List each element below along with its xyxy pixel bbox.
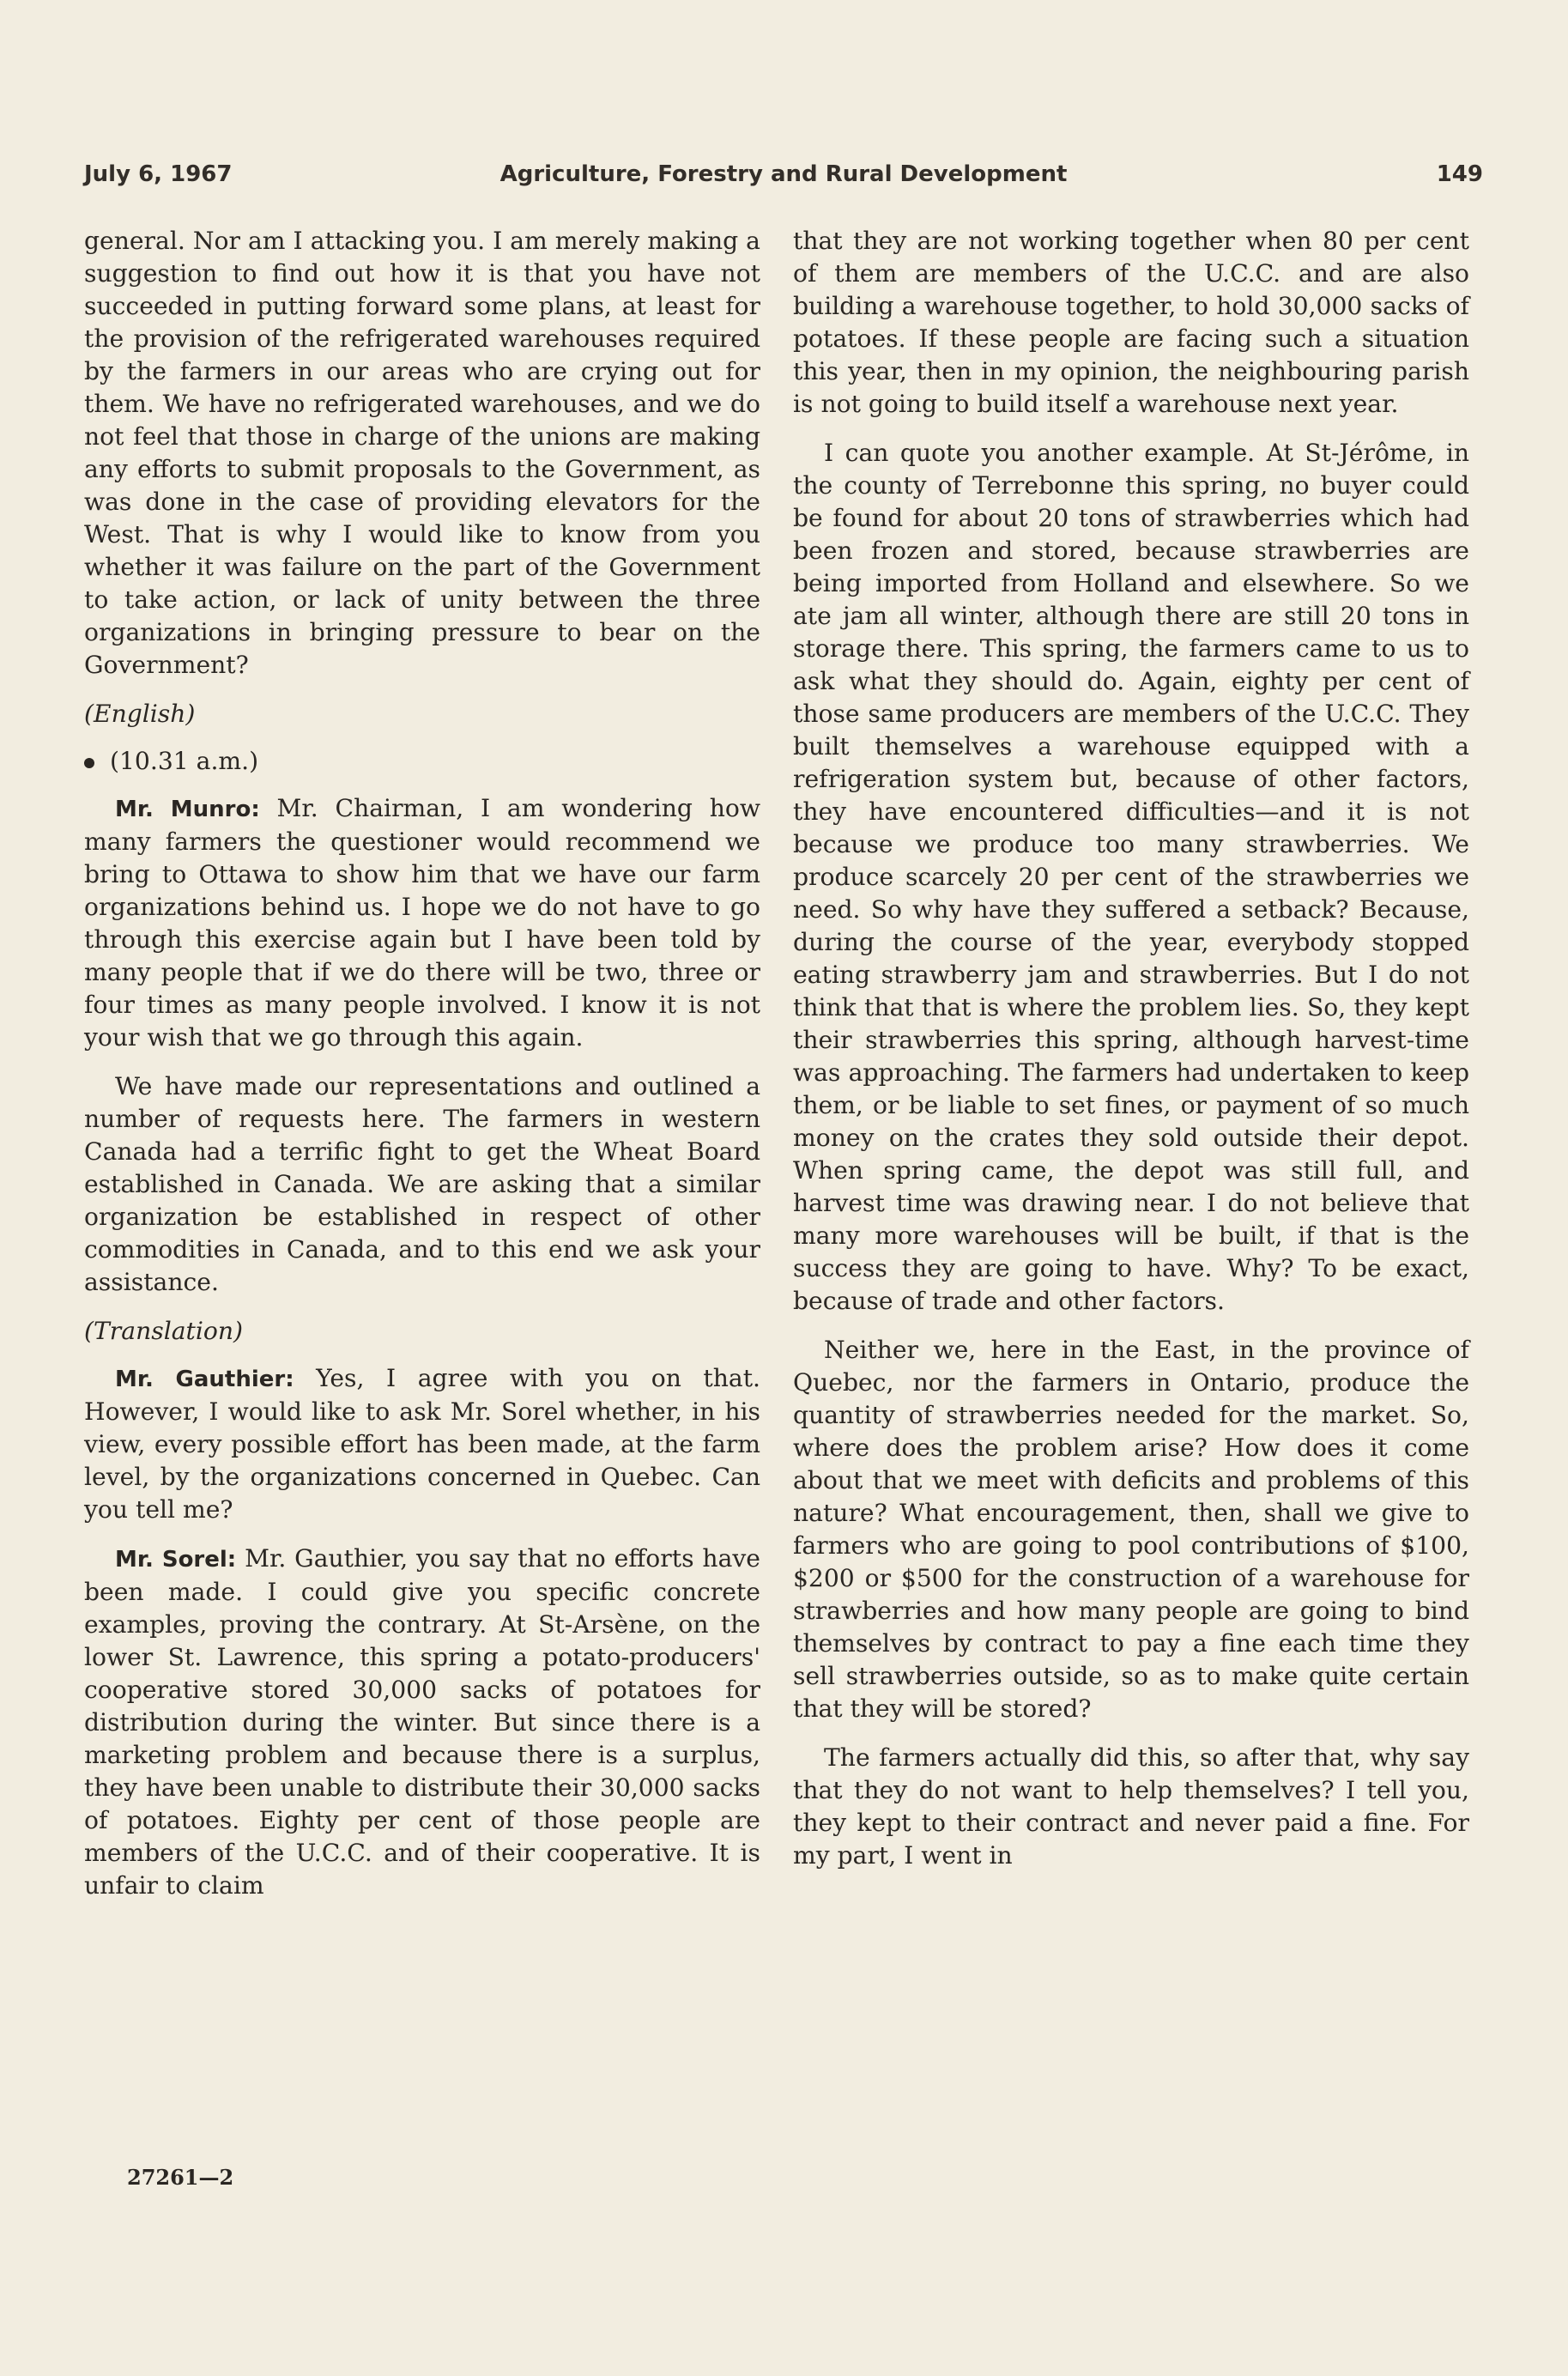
bullet-icon	[84, 758, 94, 768]
paragraph: We have made our representations and outlined a number of requests here. The farmers in western Canada had a terrific fight to get the Wheat Board established in Canada. We are asking that a similar organization be established in respect of other commodities in Canada, and to this end we ask your assistance.	[84, 1072, 760, 1296]
header-date: July 6, 1967	[84, 161, 233, 187]
page-number: 149	[1436, 161, 1483, 187]
speech-text: Mr. Chairman, I am wondering how many farmers the questioner would recommend we bring to Ottawa to show him that we have our farm organizations behind us. I hope we do not have to go through this exercise again but I have been told by many people that if we do there will be two, three or four times as many people involved. I know it is not your wish that we go through this again.	[84, 794, 760, 1052]
language-label-english: (English)	[84, 700, 196, 728]
speech-text: Yes, I agree with you on that. However, I would like to ask Mr. Sorel whether, in his view, every possible effort has been made, at the farm level, by the organizations concerned in Quebec. Can you tell me?	[84, 1364, 760, 1524]
time-stamp-text: (10.31 a.m.)	[110, 747, 259, 775]
header-title: Agriculture, Forestry and Rural Development	[499, 161, 1068, 187]
left-column	[84, 225, 760, 1918]
paragraph: The farmers actually did this, so after that, why say that they do not want to help themselves? I tell you, they kept to their contract and never paid a fine. For my part, I went in	[793, 1743, 1469, 1870]
right-column	[793, 225, 1469, 1888]
paragraph	[84, 1543, 760, 1902]
paragraph: general. Nor am I attacking you. I am merely making a suggestion to find out how it is that you have not succeeded in putting forward some plans, at least for the provision of the refrigerated warehouses required by the farmers in our areas who are crying out for them. We have no refrigerated warehouses, and we do not feel that those in charge of the unions are making any efforts to submit proposals to the Government, as was done in the case of providing elevators for the West. That is why I would like to know from you whether it was failure on the part of the Government to take action, or lack of unity between the three organizations in bringing pressure to bear on the Government?	[84, 227, 760, 679]
paragraph: Neither we, here in the East, in the province of Quebec, nor the farmers in Ontario, produce the quantity of strawberries needed for the market. So, where does the problem arise? How does it come about that we meet with deficits and problems of this nature? What encouragement, then, shall we give to farmers who are going to pool contributions of $100, $200 or $500 for the construction of a warehouse for strawberries and how many people are going to bind themselves by contract to pay a fine each time they sell strawberries outside, so as to make quite certain that they will be stored?	[793, 1336, 1469, 1723]
paragraph: that they are not working together when 80 per cent of them are members of the U.C.C. and are also building a warehouse together, to hold 30,000 sacks of potatoes. If these people are facing such a situation this year, then in my opinion, the neighbouring parish is not going to build itself a warehouse next year.	[793, 227, 1469, 418]
paragraph	[84, 792, 760, 1054]
speech-text: Mr. Gauthier, you say that no efforts have been made. I could give you specific concrete examples, proving the contrary. At St-Arsène, on the lower St. Lawrence, this spring a potato-producers' cooperative stored 30,000 sacks of potatoes for distribution during the winter. But since there is a marketing problem and because there is a surplus, they have been unable to distribute their 30,000 sacks of potatoes. Eighty per cent of those people are members of the U.C.C. and of their cooperative. It is unfair to claim	[84, 1544, 760, 1900]
speaker-name: Mr. Sorel:	[115, 1547, 237, 1573]
paragraph: I can quote you another example. At St-Jérôme, in the county of Terrebonne this spring, no buyer could be found for about 20 tons of strawberries which had been frozen and stored, because strawberries are being imported from Holland and elsewhere. So we ate jam all winter, although there are still 20 tons in storage there. This spring, the farmers came to us to ask what they should do. Again, eighty per cent of those same producers are members of the U.C.C. They built themselves a warehouse equipped with a refrigeration system but, because of other factors, they have encountered difficulties—and it is not because we produce too many strawberries. We produce scarcely 20 per cent of the strawberries we need. So why have they suffered a setback? Because, during the course of the year, everybody stopped eating strawberry jam and strawberries. But I do not think that that is where the problem lies. So, they kept their strawberries this spring, although harvest-time was approaching. The farmers had undertaken to keep them, or be liable to set fines, or payment of so much money on the crates they sold outside their depot. When spring came, the depot was still full, and harvest time was drawing near. I do not believe that many more warehouses will be built, if that is the success they are going to have. Why? To be exact, because of trade and other factors.	[793, 439, 1469, 1315]
paragraph	[84, 1362, 760, 1526]
language-label-translation: (Translation)	[84, 1317, 243, 1345]
speaker-name: Mr. Gauthier:	[115, 1367, 294, 1392]
signature-mark: 27261—2	[127, 2165, 234, 2190]
speaker-name: Mr. Munro:	[115, 797, 260, 822]
time-stamp	[84, 745, 760, 778]
